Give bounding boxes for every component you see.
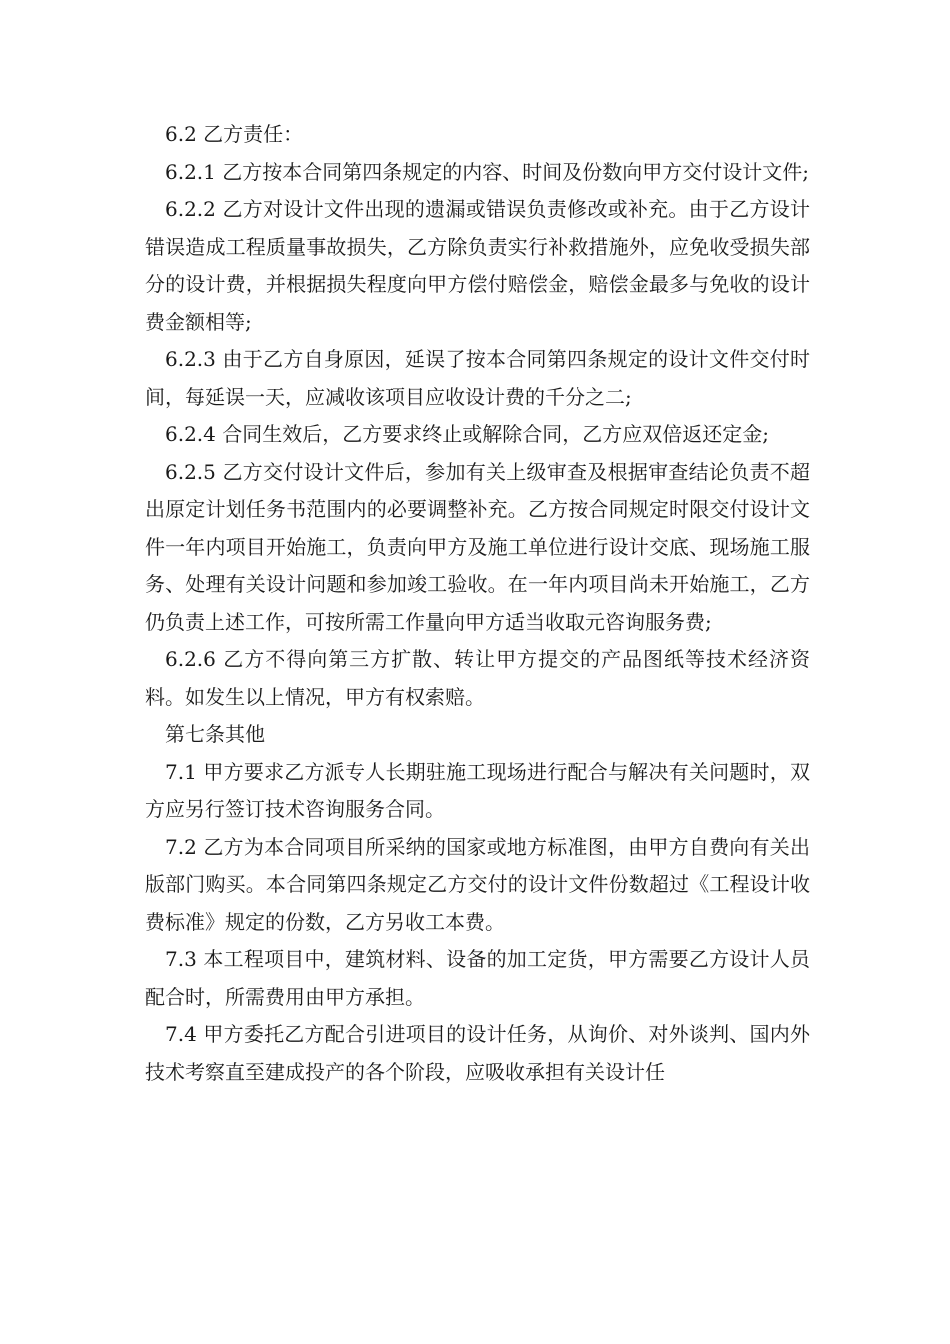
clause-6-2-2: 6.2.2 乙方对设计文件出现的遗漏或错误负责修改或补充。由于乙方设计错误造成工程质量事故损失，乙方除负责实行补救措施外，应免收受损失部分的设计费，并根据损失程度向甲方偿付赔偿金，赔偿金最多与免收的设计费金额相等; (145, 197, 810, 334)
clause-6-2-1: 6.2.1 乙方按本合同第四条规定的内容、时间及份数向甲方交付设计文件; (165, 159, 809, 184)
clause-7-2: 7.2 乙方为本合同项目所采纳的国家或地方标准图，由甲方自费向有关出版部门购买。本合同第四条规定乙方交付的设计文件份数超过《工程设计收费标准》规定的份数，乙方另收工本费。 (145, 834, 810, 934)
clause-7-3: 7.3 本工程项目中，建筑材料、设备的加工定货，甲方需要乙方设计人员配合时，所需费用由甲方承担。 (145, 947, 810, 1009)
clause-6-2-6: 6.2.6 乙方不得向第三方扩散、转让甲方提交的产品图纸等技术经济资料。如发生以上情况，甲方有权索赔。 (145, 647, 810, 709)
section-heading-article-7: 第七条其他 (165, 722, 265, 746)
section-heading-6-2: 6.2 乙方责任： (165, 122, 304, 146)
clause-6-2-4: 6.2.4 合同生效后，乙方要求终止或解除合同，乙方应双倍返还定金; (165, 422, 769, 446)
clause-7-4: 7.4 甲方委托乙方配合引进项目的设计任务，从询价、对外谈判、国内外技术考察直至建成投产的各个阶段，应吸收承担有关设计任 (145, 1022, 810, 1084)
clause-7-1: 7.1 甲方要求乙方派专人长期驻施工现场进行配合与解决有关问题时，双方应另行签订技术咨询服务合同。 (145, 759, 810, 821)
clause-6-2-5: 6.2.5 乙方交付设计文件后，参加有关上级审查及根据审查结论负责不超出原定计划任务书范围内的必要调整补充。乙方按合同规定时限交付设计文件一年内项目开始施工，负责向甲方及施工单位进行设计交底、现场施工服务、处理有关设计问题和参加竣工验收。在一年内项目尚未开始施工，乙方仍负责上述工作，可按所需工作量向甲方适当收取元咨询服务费; (145, 459, 810, 634)
document-body (145, 116, 810, 1091)
clause-6-2-3: 6.2.3 由于乙方自身原因，延误了按本合同第四条规定的设计文件交付时间，每延误一天，应减收该项目应收设计费的千分之二; (145, 347, 810, 409)
